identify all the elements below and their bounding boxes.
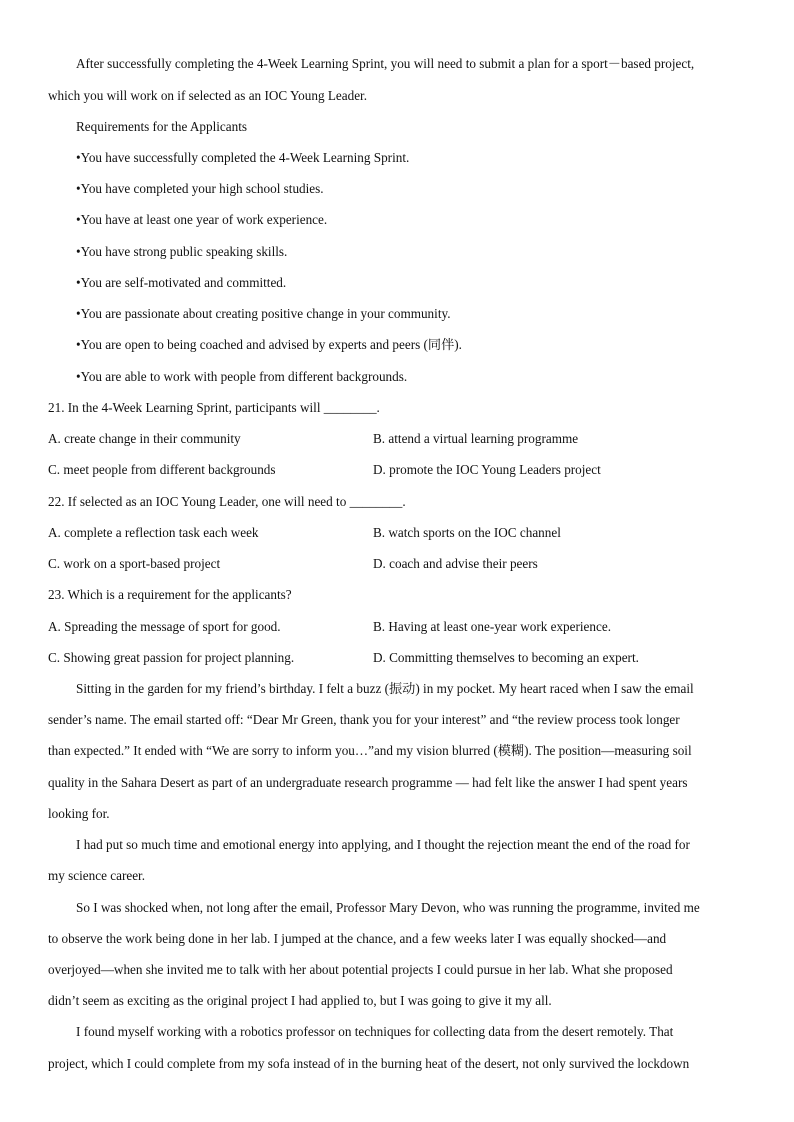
question-23-option-c: C. Showing great passion for project planning. xyxy=(48,650,295,665)
question-21-option-b: B. attend a virtual learning programme xyxy=(373,431,579,446)
passage-p4-line: I found myself working with a robotics professor on techniques for collecting data from the desert remotely. That xyxy=(76,1024,674,1039)
requirement-item: •You have strong public speaking skills. xyxy=(76,244,288,259)
requirement-item: •You have successfully completed the 4-Week Learning Sprint. xyxy=(76,150,410,165)
question-22-option-c: C. work on a sport-based project xyxy=(48,556,221,571)
passage-p1-line: than expected.” It ended with “We are sorry to inform you…”and my vision blurred (模糊). The position—measuring soil xyxy=(48,743,692,758)
passage-p3-line: to observe the work being done in her lab. I jumped at the chance, and a few weeks later I was equally shocked—and xyxy=(48,931,667,946)
passage-p4-line: project, which I could complete from my sofa instead of in the burning heat of the desert, not only survived the lockdown xyxy=(48,1056,690,1071)
requirements-heading: Requirements for the Applicants xyxy=(76,119,248,134)
question-21-option-a: A. create change in their community xyxy=(48,431,241,446)
question-21-option-c: C. meet people from different backgrounds xyxy=(48,462,276,477)
question-23-option-d: D. Committing themselves to becoming an expert. xyxy=(373,650,639,665)
question-22-option-d: D. coach and advise their peers xyxy=(373,556,538,571)
question-22-stem: 22. If selected as an IOC Young Leader, one will need to ________. xyxy=(48,494,406,509)
passage-p3-line: overjoyed—when she invited me to talk with her about potential projects I could pursue in her lab. What she proposed xyxy=(48,962,673,977)
passage-p2-line: I had put so much time and emotional energy into applying, and I thought the rejection meant the end of the road for xyxy=(76,837,690,852)
requirement-item: •You are passionate about creating positive change in your community. xyxy=(76,306,451,321)
question-21-stem: 21. In the 4-Week Learning Sprint, participants will ________. xyxy=(48,400,380,415)
requirement-item: •You have completed your high school studies. xyxy=(76,181,324,196)
requirement-item: •You have at least one year of work experience. xyxy=(76,212,328,227)
requirement-item: •You are self-motivated and committed. xyxy=(76,275,287,290)
question-22-option-a: A. complete a reflection task each week xyxy=(48,525,259,540)
passage-p1-line: looking for. xyxy=(48,806,110,821)
passage-p3-line: So I was shocked when, not long after the email, Professor Mary Devon, who was running the programme, invited me xyxy=(76,900,700,915)
question-23-stem: 23. Which is a requirement for the applicants? xyxy=(48,587,292,602)
question-23-option-b: B. Having at least one-year work experience. xyxy=(373,619,612,634)
intro-line-2: which you will work on if selected as an IOC Young Leader. xyxy=(48,88,368,103)
intro-line-1: After successfully completing the 4-Week Learning Sprint, you will need to submit a plan for a sport－based project, xyxy=(76,56,695,71)
question-22-option-b: B. watch sports on the IOC channel xyxy=(373,525,561,540)
question-23-option-a: A. Spreading the message of sport for good. xyxy=(48,619,281,634)
requirement-item: •You are able to work with people from different backgrounds. xyxy=(76,369,408,384)
passage-p1-line: sender’s name. The email started off: “Dear Mr Green, thank you for your interest” and “the review process took longer xyxy=(48,712,680,727)
question-21-option-d: D. promote the IOC Young Leaders project xyxy=(373,462,601,477)
passage-p1-line: quality in the Sahara Desert as part of an undergraduate research programme — had felt like the answer I had spent years xyxy=(48,775,688,790)
passage-p3-line: didn’t seem as exciting as the original project I had applied to, but I was going to give it my all. xyxy=(48,993,552,1008)
passage-p1-line: Sitting in the garden for my friend’s birthday. I felt a buzz (振动) in my pocket. My heart raced when I saw the email xyxy=(76,681,694,696)
passage-p2-line: my science career. xyxy=(48,868,146,883)
requirement-item: •You are open to being coached and advised by experts and peers (同伴). xyxy=(76,337,462,352)
